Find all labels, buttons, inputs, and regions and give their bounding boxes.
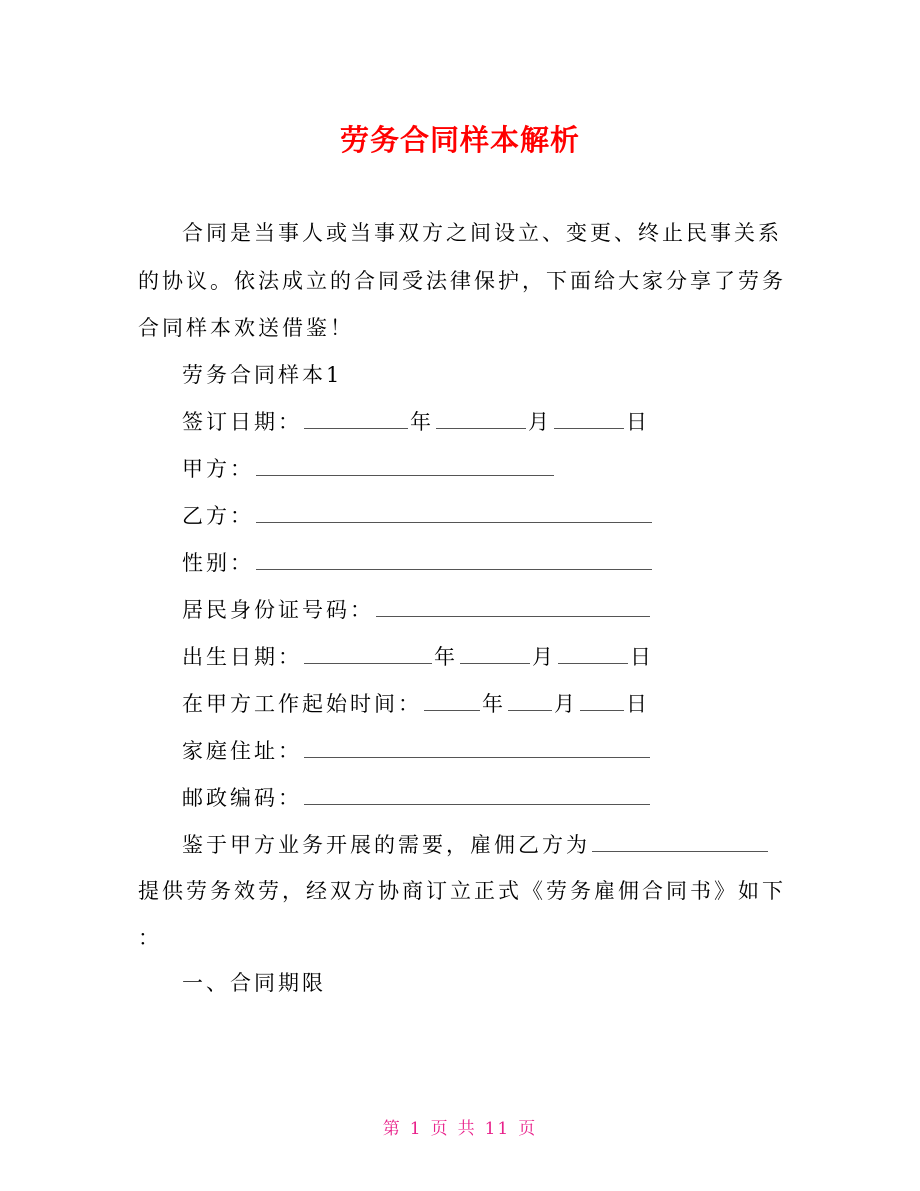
sign-date-day-blank[interactable] [554,406,624,429]
year-label: 年 [434,645,458,669]
start-date-month-blank[interactable] [508,688,552,711]
month-label: 月 [554,692,578,716]
start-date-label: 在甲方工作起始时间： [182,692,422,716]
footer-page-label: 第 [382,1119,402,1139]
body-line-3: ： [138,926,162,950]
sample-heading: 劳务合同样本1 [182,363,343,387]
party-a-label: 甲方： [182,457,254,481]
start-date-year-blank[interactable] [424,688,480,711]
day-label: 日 [626,692,650,716]
month-label: 月 [528,410,552,434]
sign-date-field [182,406,650,437]
address-blank[interactable] [304,735,650,758]
service-blank[interactable] [592,829,768,852]
party-b-blank[interactable] [256,500,652,523]
year-label: 年 [482,692,506,716]
birth-date-label: 出生日期： [182,645,302,669]
address-label: 家庭住址： [182,739,302,763]
document-title: 劳务合同样本解析 [339,123,580,157]
id-number-field [182,594,652,625]
footer-total-pages: 11 [484,1119,511,1139]
day-label: 日 [626,410,650,434]
party-b-field [182,500,654,531]
gender-field [182,547,654,578]
footer-total-unit: 页 [518,1119,538,1139]
birth-date-month-blank[interactable] [460,641,530,664]
id-number-label: 居民身份证号码： [182,598,374,622]
footer-total-label: 共 [457,1119,477,1139]
intro-line-2: 的协议。依法成立的合同受法律保护，下面给大家分享了劳务 [138,269,786,293]
start-date-field [182,688,650,719]
body-line-2: 提供劳务效劳，经双方协商订立正式《劳务雇佣合同书》如下 [138,879,786,903]
postcode-blank[interactable] [304,782,650,805]
birth-date-field [182,641,654,672]
start-date-day-blank[interactable] [580,688,624,711]
body-line-1 [182,829,770,860]
sign-date-year-blank[interactable] [304,406,408,429]
intro-line-3: 合同样本欢送借鉴！ [138,316,354,340]
sign-date-label: 签订日期： [182,410,302,434]
party-b-label: 乙方： [182,504,254,528]
birth-date-year-blank[interactable] [304,641,432,664]
footer-page-unit: 页 [430,1119,450,1139]
sign-date-month-blank[interactable] [436,406,526,429]
birth-date-day-blank[interactable] [558,641,628,664]
footer-page-number: 1 [409,1119,423,1139]
page-footer [0,1114,920,1139]
gender-blank[interactable] [256,547,652,570]
address-field [182,735,652,766]
day-label: 日 [630,645,654,669]
postcode-label: 邮政编码： [182,786,302,810]
section-heading-1: 一、合同期限 [182,971,326,995]
month-label: 月 [532,645,556,669]
postcode-field [182,782,652,813]
body-line-1-text: 鉴于甲方业务开展的需要，雇佣乙方为 [182,833,590,857]
gender-label: 性别： [182,551,254,575]
year-label: 年 [410,410,434,434]
party-a-blank[interactable] [256,453,554,476]
id-number-blank[interactable] [376,594,650,617]
party-a-field [182,453,556,484]
intro-line-1: 合同是当事人或当事双方之间设立、变更、终止民事关系 [182,221,782,245]
